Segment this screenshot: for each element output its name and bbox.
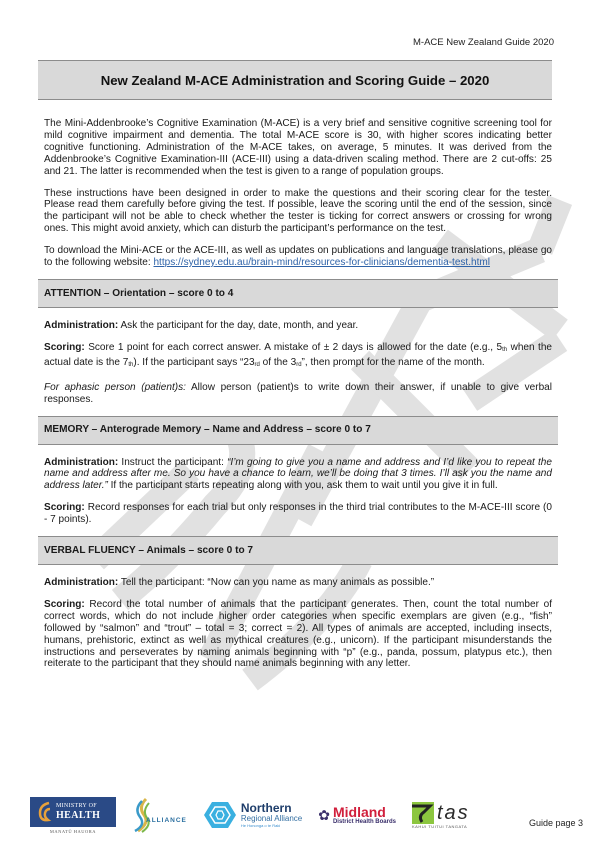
logo-subtext: He Hononga o te Raki [240, 823, 281, 828]
administration-text: Tell the participant: “Now can you name as many animals as possible.” [118, 577, 435, 589]
ordinal-suffix: rd [296, 361, 302, 368]
ordinal-suffix: th [502, 346, 508, 353]
administration-label: Administration: [44, 319, 119, 331]
attention-administration [44, 320, 552, 332]
logo-text: Northern [240, 801, 292, 815]
ministry-swirl-icon [36, 801, 52, 823]
section-heading-verbal-fluency: VERBAL FLUENCY – Animals – score 0 to 7 [38, 536, 558, 565]
download-instructions: To download the Mini-ACE or the ACE-III, as well as updates on publications and language translations, please go to the following website: [44, 245, 552, 269]
attention-aphasic-note [44, 382, 552, 406]
flower-icon: ✿ [318, 806, 330, 823]
intro-paragraph-2: These instructions have been designed in order to make the questions and their scoring clear for the tester. Please read them carefully before giving the test. If possible, leave the scoring until the end of the session, since the participant will not be able to check whether the tester is ticking for correct answers or crossing for wrong ones. This might avoid anxiety, which can disturb the participant’s performance on the test. [44, 187, 552, 235]
section-heading-memory: MEMORY – Anterograde Memory – Name and Address – score 0 to 7 [38, 416, 558, 445]
scoring-text: when the actual date is the 7 [44, 341, 553, 368]
intro-paragraph-3 [44, 245, 552, 269]
logo-text: District Health Boards [332, 818, 396, 825]
scoring-text: Record responses for each trial but only responses in the third trial contributes to the M-ACE-III score (0 - 7 points). [44, 502, 552, 526]
administration-label: Administration: [44, 456, 119, 468]
intro-paragraph-1: The Mini-Addenbrooke’s Cognitive Examination (M-ACE) is a very brief and sensitive cognitive screening tool for mild cognitive impairment and dementia. The total M-ACE score is 30, with higher scores indicating better cognitive functioning. Administration of the M-ACE takes, on average, 5 minutes. It was derived from the Addenbrooke’s Cognitive Examination-III (ACE-III) using a data-driven scaling method. There are 2 cut-offs: 25 and 21. The latter is recommended when the test is given to a range of population groups. [44, 118, 552, 177]
document-body [44, 118, 552, 680]
dementia-test-link[interactable]: https://sydney.edu.au/brain-mind/resources-for-clinicians/dementia-test.html [153, 257, 490, 269]
administration-text: If the participant starts repeating along with you, ask them to wait until you give it in full. [107, 480, 498, 492]
logo-subtext: KAHUI TUITUI TANGATA [411, 823, 468, 829]
logo-text: tas [436, 801, 470, 824]
hexagon-icon [203, 800, 237, 830]
logo-south-island-alliance [132, 797, 187, 833]
fluency-administration [44, 577, 552, 589]
logo-text: MINISTRY OF [56, 802, 97, 809]
memory-administration [44, 457, 552, 493]
logo-tas [412, 802, 470, 829]
administration-label: Administration: [44, 577, 119, 589]
scoring-label: Scoring: [44, 598, 85, 610]
logo-subtext: MANATŪ HAUORA [49, 828, 97, 834]
aphasic-text: Allow person (patient)s to write down their answer, if unable to give verbal responses. [44, 381, 552, 405]
logo-midland-dhb [318, 805, 396, 826]
page-number: Guide page 3 [528, 818, 583, 828]
footer-logos [30, 795, 570, 835]
section-heading-attention: ATTENTION – Orientation – score 0 to 4 [38, 279, 558, 308]
document-title-box [38, 60, 552, 100]
ordinal-suffix: th [128, 361, 134, 368]
logo-northern-regional-alliance [203, 800, 302, 830]
running-header: M-ACE New Zealand Guide 2020 [413, 37, 554, 48]
attention-scoring [44, 342, 552, 372]
administration-text: Instruct the participant: [118, 456, 228, 468]
memory-scoring [44, 502, 552, 526]
ordinal-suffix: rd [254, 361, 260, 368]
logo-ministry-of-health [30, 797, 116, 834]
fluency-scoring [44, 599, 552, 670]
aphasic-label: For aphasic person (patient)s: [44, 381, 186, 393]
scoring-label: Scoring: [44, 502, 85, 514]
instruction-quote: “I’m going to give you a name and address and I’d like you to repeat the name and address after me. So you have a chance to learn, we’ll be doing that 3 times. I’ll ask you the name and address later.” [44, 456, 552, 492]
scoring-text: ). If the participant says “23 [133, 356, 255, 368]
south-island-wave-icon [132, 797, 154, 833]
scoring-label: Scoring: [44, 341, 85, 353]
logo-text: ALLIANCE [146, 816, 187, 824]
scoring-text: ”, then prompt for the name of the month. [301, 356, 485, 368]
logo-text: Midland [332, 803, 386, 820]
scoring-text: of the 3 [259, 356, 297, 368]
scoring-text: Score 1 point for each correct answer. A mistake of ± 2 days is allowed for the date (e.g., 5 [84, 341, 503, 353]
scoring-text: Record the total number of animals that the participant generates. Then, count the total number of correct words, which do not include higher order categories when specific exemplars are given (e.g., “fish” followed by “salmon” and “trout” – total = 3; correct = 2). All types of animals are accepted, including insects, humans, prehistoric, extinct as well as mythical creatures (e.g., unicorn). If the participant misunderstands the instructions and perseverates by naming animals beginning with “p” (e.g., panda, possum, platypus etc.), then reiterate to the participant that they should name animals beginning with any letter. [44, 598, 552, 670]
administration-text: Ask the participant for the day, date, month, and year. [118, 319, 359, 331]
document-title: New Zealand M-ACE Administration and Scoring Guide – 2020 [100, 72, 490, 88]
tas-emblem-icon [412, 802, 434, 824]
logo-text: HEALTH [56, 809, 101, 821]
logo-text: Regional Alliance [240, 814, 303, 823]
